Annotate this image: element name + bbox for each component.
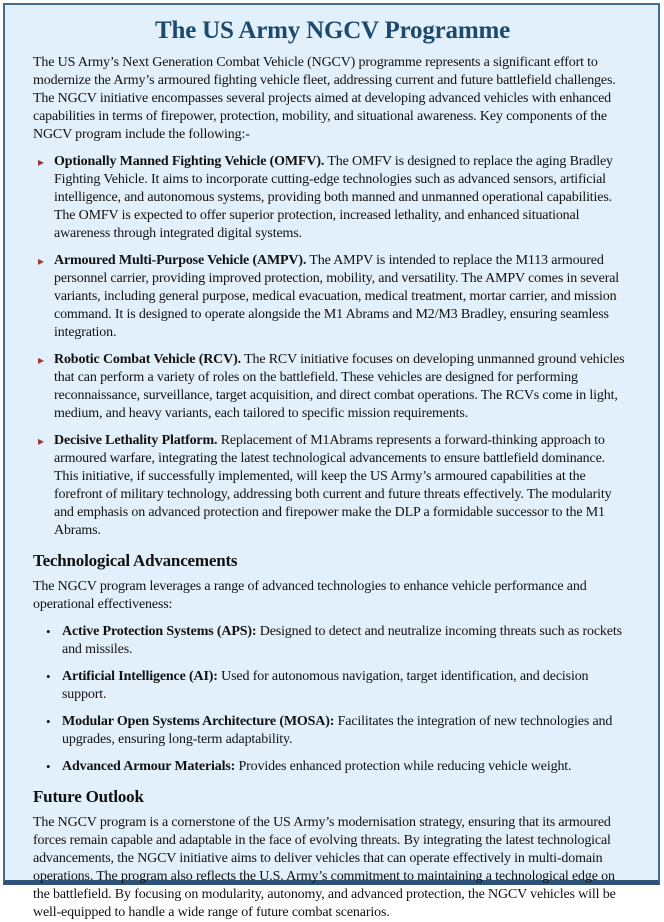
arrow-bullet-icon: ▸ [38, 155, 44, 169]
tech-intro-paragraph: The NGCV program leverages a range of advanced technologies to enhance vehicle performance and operational effectiveness: [33, 579, 587, 612]
key-components-list [33, 153, 632, 540]
content-box [3, 3, 660, 920]
tech-item [33, 713, 632, 749]
key-component-item [33, 351, 632, 423]
key-component-item [33, 153, 632, 243]
tech-item-label: Active Protection Systems (APS): [62, 624, 257, 639]
tech-item [33, 668, 632, 704]
tech-item-text: Provides enhanced protection while reducing vehicle weight. [235, 759, 572, 774]
dot-bullet-icon: • [46, 714, 51, 729]
tech-list [33, 623, 632, 776]
component-label: Robotic Combat Vehicle (RCV). [54, 352, 241, 367]
tech-item-text: Used for autonomous navigation, target identification, and decision support. [62, 669, 589, 702]
component-text: The OMFV is designed to replace the aging Bradley Fighting Vehicle. It aims to incorporate cutting-edge technologies such as advanced sensors, artificial intelligence, and autonomous systems, providing both manned and unmanned operational capabilities. The OMFV is expected to offer superior protection, increased lethality, and enhanced situational awareness through integrated digital systems. [54, 154, 613, 241]
page-title: The US Army NGCV Programme [155, 17, 510, 44]
tech-item-label: Modular Open Systems Architecture (MOSA): [62, 714, 335, 729]
tech-item-label: Artificial Intelligence (AI): [62, 669, 218, 684]
component-text: The AMPV is intended to replace the M113 armoured personnel carrier, providing improved protection, mobility, and versatility. The AMPV comes in several variants, including general purpose, medical evacuation, medical treatment, mortar carrier, and mission command. It is designed to operate alongside the M1 Abrams and M2/M3 Bradley, ensuring seamless integration. [54, 253, 620, 340]
future-outlook-paragraph: The NGCV program is a cornerstone of the US Army’s modernisation strategy, ensuring that its armoured forces remain capable and adaptable in the face of evolving threats. By integrating the latest technological advancements, the NGCV initiative aims to deliver vehicles that can operate effectively in multi-domain operations. The program also reflects the U.S. Army’s commitment to maintaining a technological edge on the battlefield. By focusing on modularity, autonomy, and advanced protection, the NGCV vehicles will be well-equipped to handle a wide range of future combat scenarios. [33, 815, 616, 920]
key-component-item [33, 252, 632, 342]
dot-bullet-icon: • [46, 624, 51, 639]
arrow-bullet-icon: ▸ [38, 353, 44, 367]
tech-item [33, 623, 632, 659]
tech-item-label: Advanced Armour Materials: [62, 759, 236, 774]
tech-item-text: Facilitates the integration of new technologies and upgrades, ensuring long-term adaptability. [62, 714, 613, 747]
arrow-bullet-icon: ▸ [38, 434, 44, 448]
component-text: Replacement of M1Abrams represents a forward-thinking approach to armoured warfare, integrating the latest technological advancements to ensure battlefield dominance. This initiative, if successfully implemented, will keep the US Army’s armoured capabilities at the forefront of military technology, addressing both current and future threats effectively. The modularity and emphasis on advanced protection and firepower make the DLP a formidable successor to the M1 Abrams. [54, 433, 612, 538]
component-label: Decisive Lethality Platform. [54, 433, 218, 448]
section-heading-technological-advancements: Technological Advancements [33, 551, 238, 570]
arrow-bullet-icon: ▸ [38, 254, 44, 268]
component-text: The RCV initiative focuses on developing unmanned ground vehicles that can perform a variety of roles on the battlefield. These vehicles are designed for performing reconnaissance, surveillance, target acquisition, and direct combat operations. The RCVs come in light, medium, and heavy variants, each tailored to specific mission requirements. [54, 352, 625, 421]
component-label: Optionally Manned Fighting Vehicle (OMFV). [54, 154, 325, 169]
tech-item [33, 758, 632, 776]
key-component-item [33, 432, 632, 540]
section-heading-future-outlook: Future Outlook [33, 787, 144, 806]
tech-item-text: Designed to detect and neutralize incoming threats such as rockets and missiles. [62, 624, 622, 657]
component-label: Armoured Multi-Purpose Vehicle (AMPV). [54, 253, 307, 268]
intro-paragraph: The US Army’s Next Generation Combat Vehicle (NGCV) programme represents a significant effort to modernize the Army’s armoured fighting vehicle fleet, addressing current and future battlefield challenges. The NGCV initiative encompasses several projects aimed at developing advanced vehicles with enhanced capabilities in terms of firepower, protection, mobility, and situational awareness. Key components of the NGCV program include the following:- [33, 55, 616, 142]
dot-bullet-icon: • [46, 669, 51, 684]
dot-bullet-icon: • [46, 759, 51, 774]
